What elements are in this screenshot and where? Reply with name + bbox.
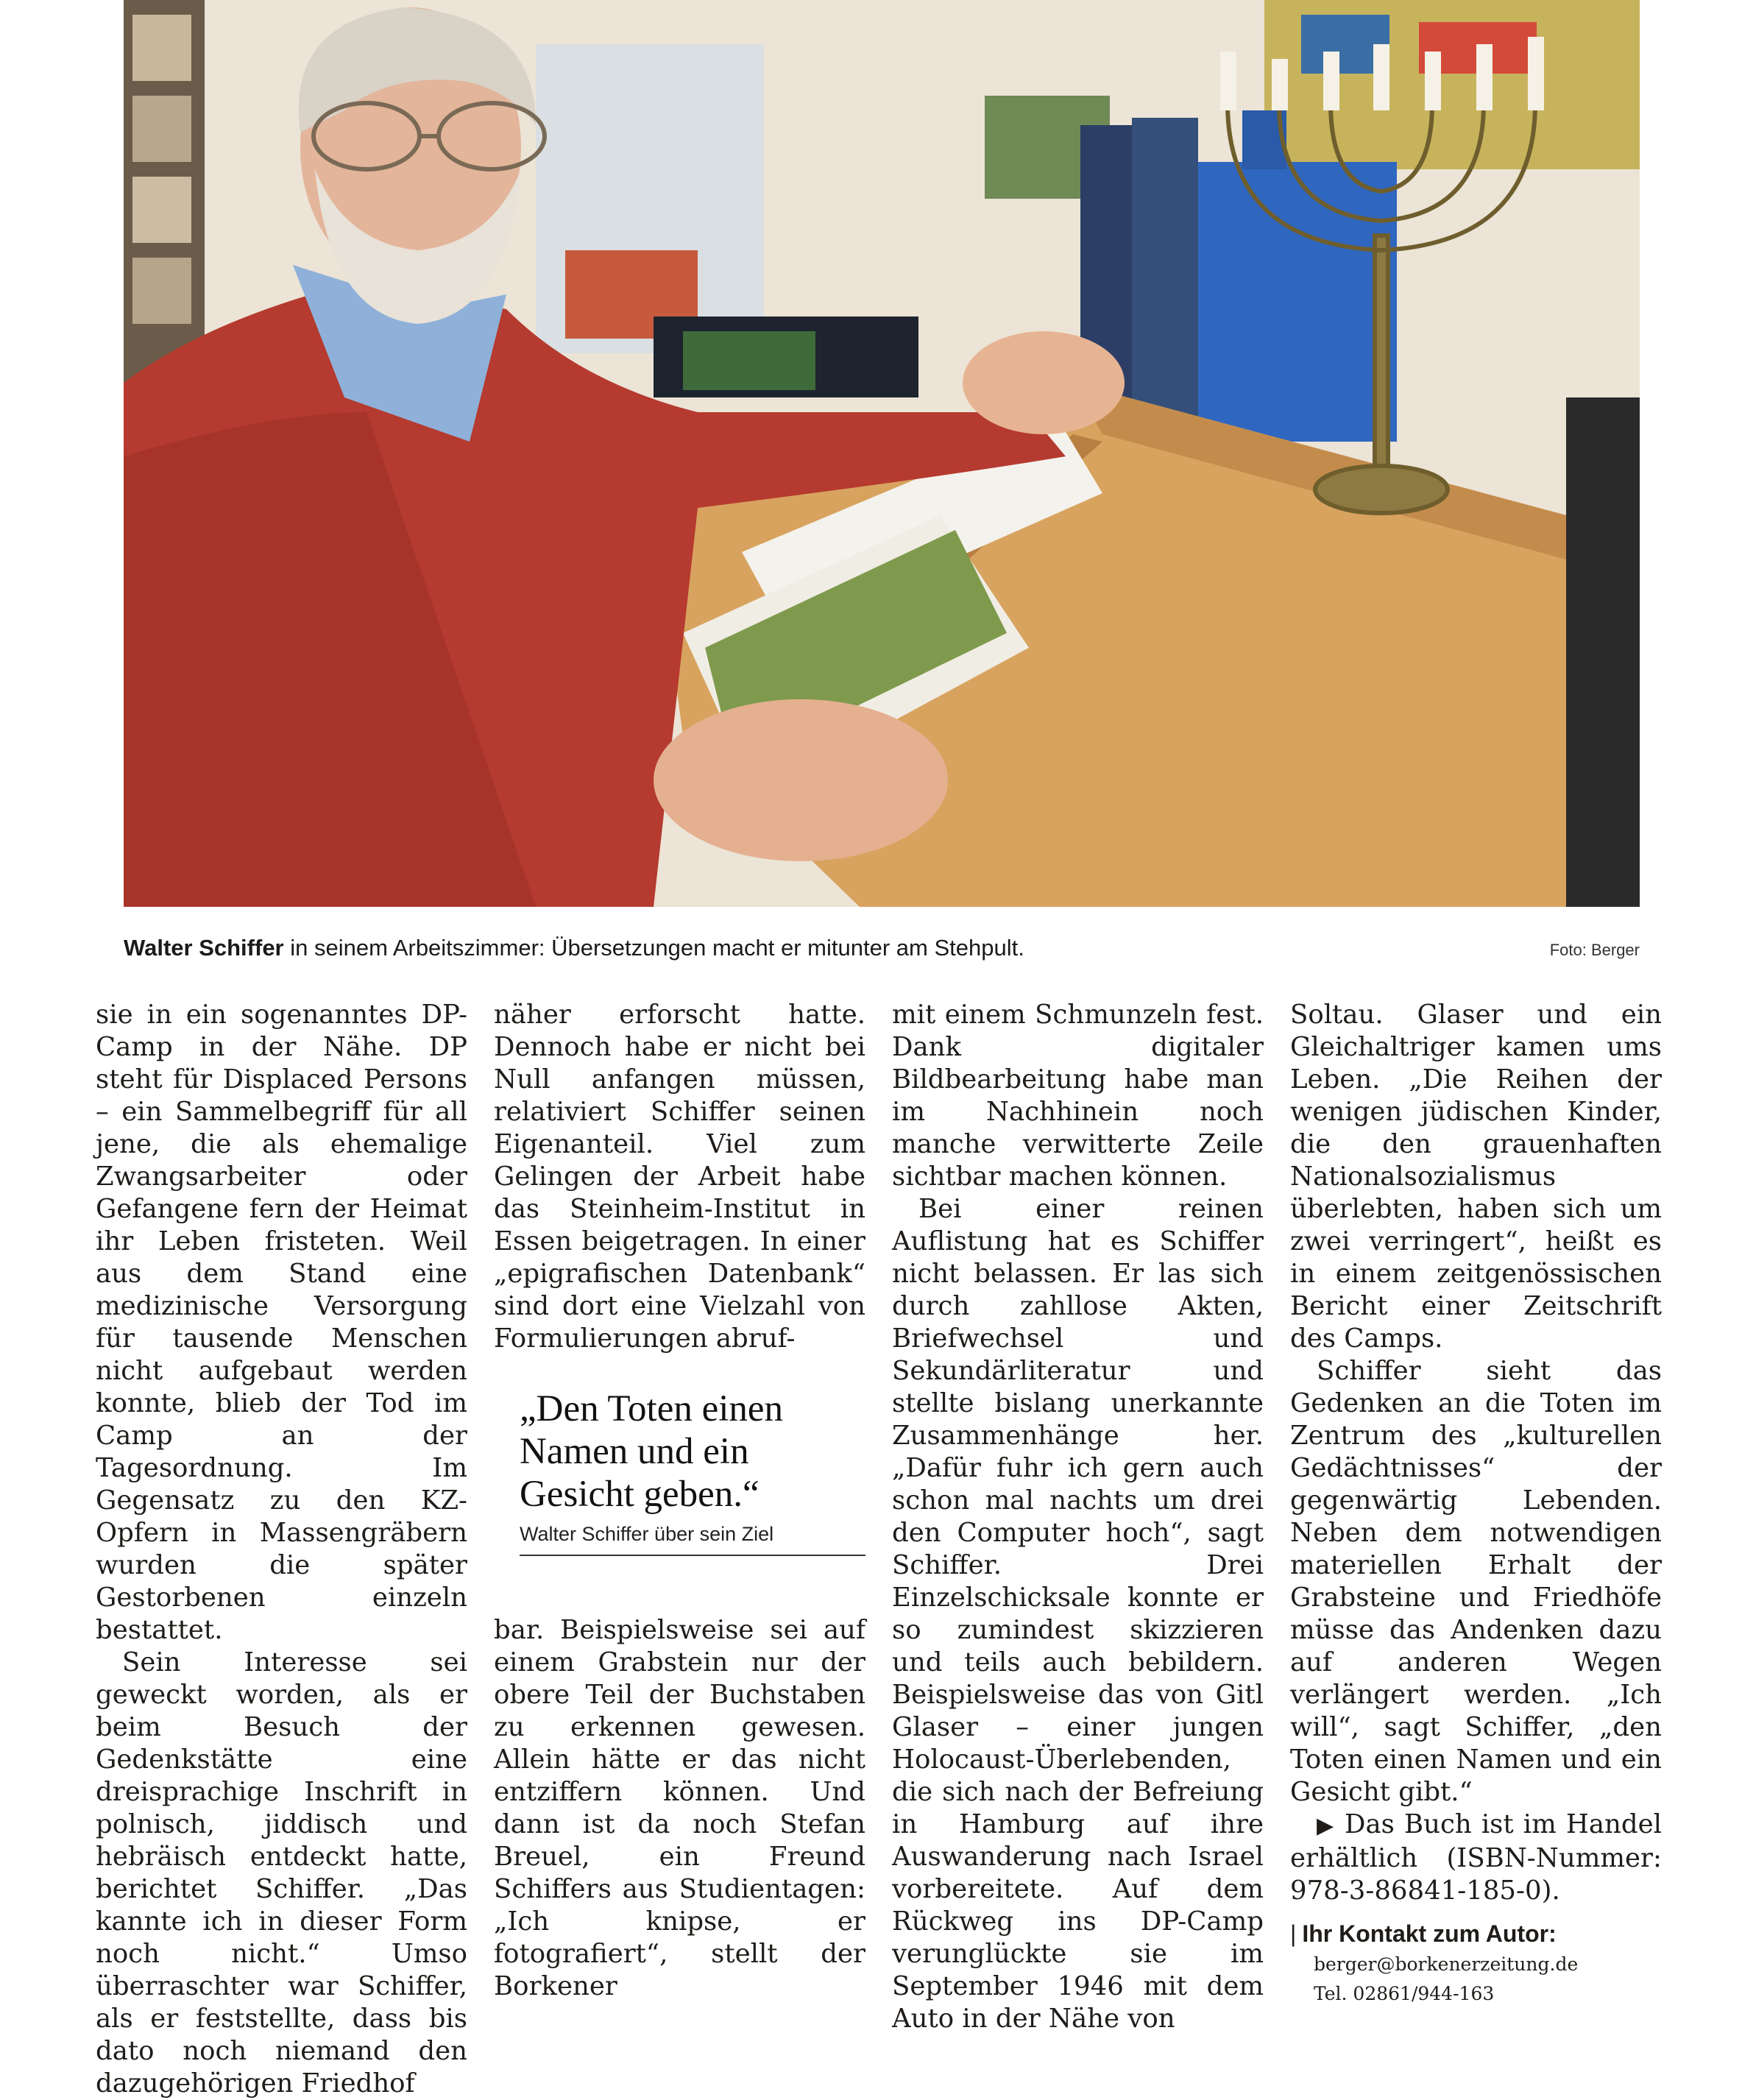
column-3: [892, 999, 1264, 2035]
paragraph: sie in ein sogenanntes DP-Camp in der Nähe. DP steht für Displaced Persons – ein Sammelbegriff für all jene, die als ehemalige Zwangsarbeiter oder Gefangene fern der Heimat ihr Leben fristeten. Weil aus dem Stand eine medizinische Versorgung für tausende Menschen nicht aufgebaut werden konnte, blieb der Tod im Camp an der Tagesordnung. Im Gegensatz zu den KZ-Opfern in Massengräbern wurden die später Gestorbenen einzeln bestattet.: [96, 1000, 467, 1645]
photo-credit: Foto: Berger: [1549, 941, 1640, 959]
author-contact: [1290, 1917, 1662, 2009]
caption-text: in seinem Arbeitszimmer: Übersetzungen macht er mitunter am Stehpult.: [283, 935, 1024, 961]
contact-heading: [1290, 1917, 1662, 1950]
column-1: [96, 999, 467, 2100]
pull-quote-text: „Den Toten einen Namen und ein Gesicht geben.“: [520, 1388, 784, 1515]
paragraph: Schiffer sieht das Gedenken an die Toten im Zentrum des „kulturellen Gedächtnisses“ der gegenwärtig Lebenden. Neben dem notwendigen materiellen Erhalt der Grabsteine und Friedhöfe müsse das Andenken dazu auf anderen Wegen verlängert werden. „Ich will“, sagt Schiffer, „den Toten einen Namen und ein Gesicht gibt.“: [1290, 1356, 1662, 1807]
column-4: [1290, 999, 1662, 2009]
column-2-continued: [494, 1614, 865, 2003]
book-note-text: Das Buch ist im Handel erhältlich (ISBN-Nummer: 978-3-86841-185-0).: [1290, 1809, 1662, 1906]
paragraph: bar. Beispielsweise sei auf einem Grabstein nur der obere Teil der Buchstaben zu erkennen gewesen. Allein hätte er das nicht entziffern können. Und dann ist da noch Stefan Breuel, ein Freund Schiffers aus Studientagen: „Ich knipse, er fotografiert“, stellt der Borkener: [494, 1615, 865, 2001]
paragraph: Sein Interesse sei geweckt worden, als er beim Besuch der Gedenkstätte eine dreisprachige Inschrift in polnisch, jiddisch und hebräisch entdeckt hatte, berichtet Schiffer. „Das kannte ich in dieser Form noch nicht.“ Umso überraschter war Schiffer, als er feststellte, dass bis dato noch niemand den dazugehörigen Friedhof: [96, 1647, 467, 2099]
paragraph: Soltau. Glaser und ein Gleichaltriger kamen ums Leben. „Die Reihen der wenigen jüdischen Kinder, die den grauenhaften Nationalsozialismus überlebten, haben sich um zwei verringert“, heißt es in einem zeitgenössischen Bericht einer Zeitschrift des Camps.: [1290, 1000, 1662, 1354]
pull-quote: [520, 1387, 865, 1556]
photo-illustration: [124, 0, 1640, 907]
column-2: [494, 999, 865, 1355]
contact-bar: |: [1290, 1920, 1297, 1947]
arrow-right-icon: ▶: [1317, 1813, 1335, 1839]
paragraph: mit einem Schmunzeln fest. Dank digitaler Bildbearbeitung habe man im Nachhinein noch manche verwitterte Zeile sichtbar machen können.: [892, 1000, 1264, 1192]
photo-caption: [124, 935, 1640, 970]
contact-phone: Tel. 02861/944-163: [1314, 1983, 1495, 2004]
paragraph: näher erforscht hatte. Dennoch habe er nicht bei Null anfangen müssen, relativiert Schiffer seinen Eigenanteil. Viel zum Gelingen der Arbeit habe das Steinheim-Institut in Essen beigetragen. In einer „epigrafischen Datenbank“ sind dort eine Vielzahl von Formulierungen abruf-: [494, 1000, 865, 1354]
article-photo: [124, 0, 1640, 907]
caption-name: Walter Schiffer: [124, 935, 284, 961]
paragraph: Bei einer reinen Auflistung hat es Schiffer nicht belassen. Er las sich durch zahllose Akten, Briefwechsel und Sekundärliteratur und stellte bislang unerkannte Zusammenhänge her. „Dafür fuhr ich gern auch schon mal nachts um drei den Computer hoch“, sagt Schiffer. Drei Einzelschicksale konnte er so zumindest skizzieren und teils auch bebildern. Beispielsweise das von Gitl Glaser – einer jungen Holocaust-Überlebenden, die sich nach der Befreiung in Hamburg auf ihre Auswanderung nach Israel vorbereitete. Auf dem Rückweg ins DP-Camp verunglückte sie im September 1946 mit dem Auto in der Nähe von: [892, 1194, 1264, 2034]
contact-heading-text: Ihr Kontakt zum Autor:: [1302, 1920, 1557, 1947]
book-note: [1290, 1809, 1662, 1907]
contact-email[interactable]: berger@borkenerzeitung.de: [1314, 1954, 1579, 1975]
pull-quote-attribution: Walter Schiffer über sein Ziel: [520, 1523, 865, 1556]
